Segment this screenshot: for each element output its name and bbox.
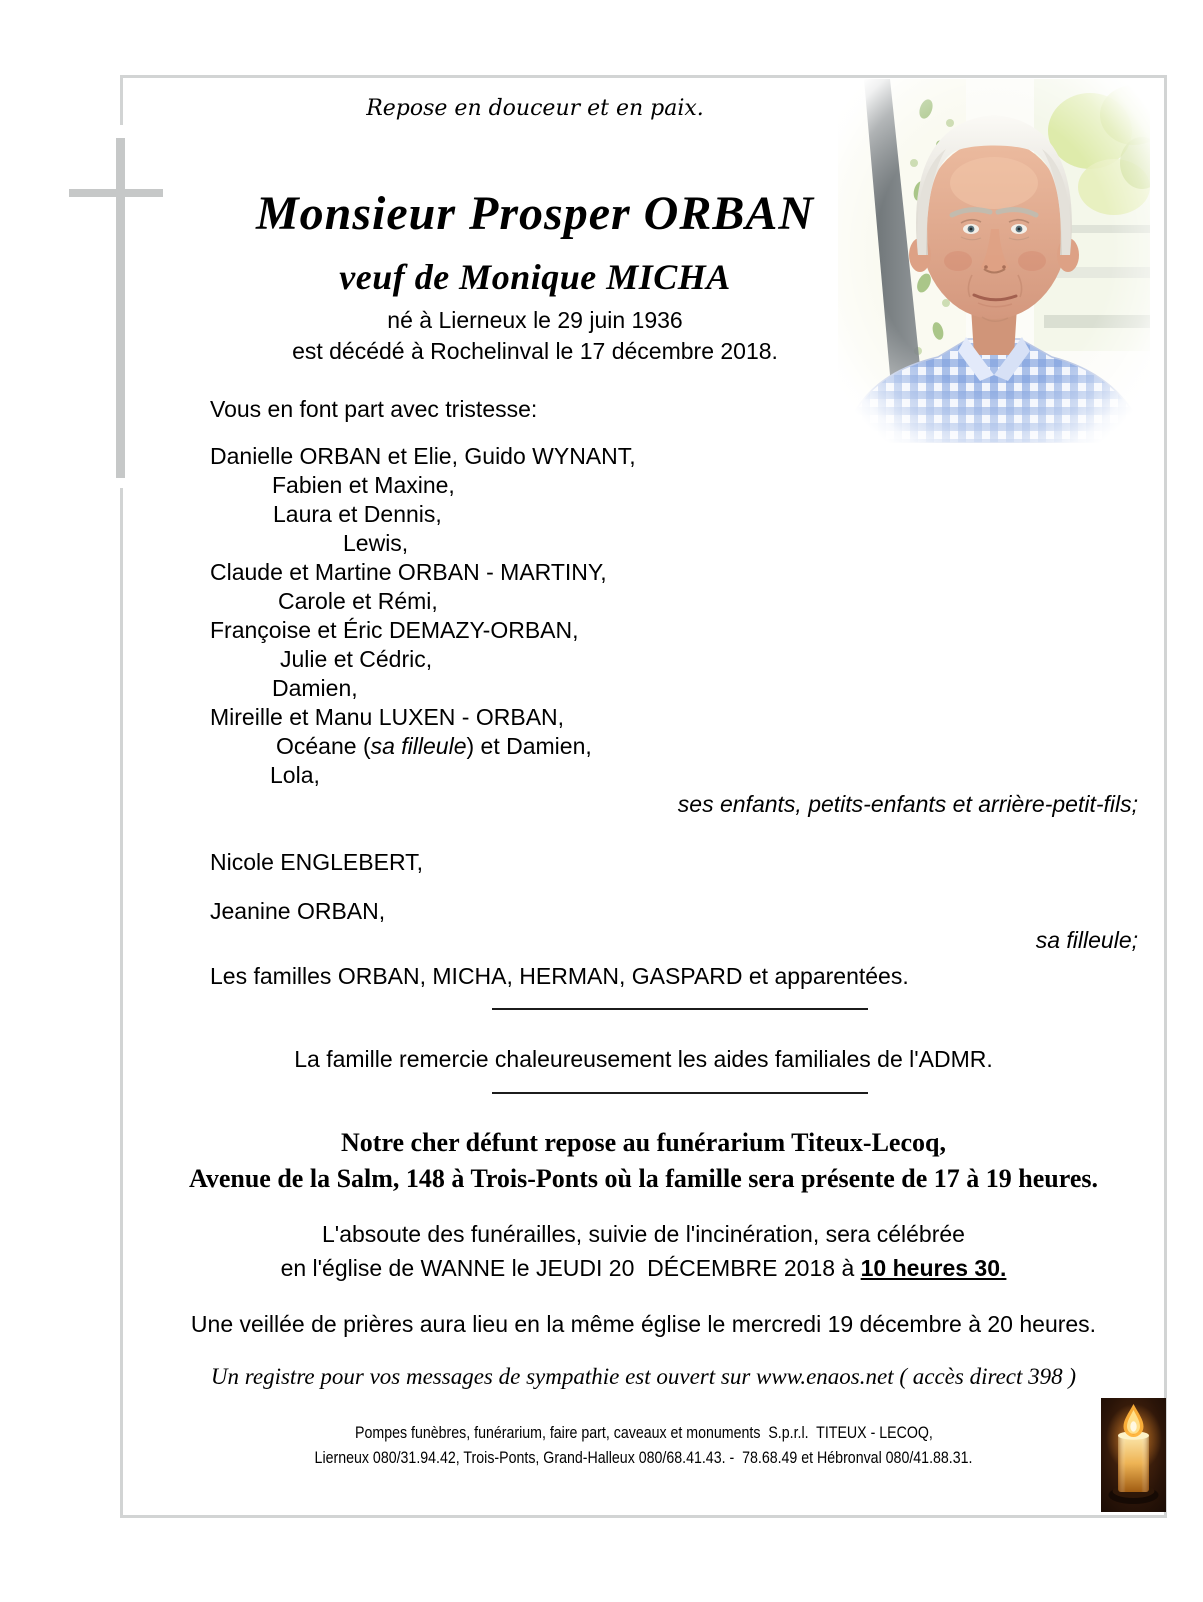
divider-line-2	[492, 1092, 868, 1094]
family-member-line	[210, 471, 930, 500]
families-line: Les familles ORBAN, MICHA, HERMAN, GASPARD et apparentées.	[210, 963, 909, 989]
family-member-line	[210, 703, 930, 732]
service-line-2	[120, 1255, 1167, 1282]
deceased-name: Monsieur Prosper ORBAN	[255, 187, 815, 240]
frame-border-top	[120, 75, 1167, 78]
birth-line: né à Lierneux le 29 juin 1936	[387, 307, 683, 333]
motto-text: Repose en douceur et en paix.	[366, 96, 704, 121]
family-member-text: Damien,	[272, 675, 358, 701]
register-line: Un registre pour vos messages de sympathie est ouvert sur www.enaos.net ( accès direct 398 )	[210, 1364, 1077, 1389]
family-member-text: Claude et Martine ORBAN - MARTINY,	[210, 559, 607, 585]
family-member-text: Lola,	[270, 762, 320, 788]
vigil-line: Une veillée de prières aura lieu en la même église le mercredi 19 décembre à 20 heures.	[190, 1311, 1097, 1337]
thanks-line: La famille remercie chaleureusement les aides familiales de l'ADMR.	[294, 1046, 993, 1072]
service-time: 10 heures 30.	[860, 1255, 1007, 1281]
death-line: est décédé à Rochelinval le 17 décembre 2018.	[292, 338, 778, 364]
family-member-line	[210, 674, 930, 703]
family-member-text: Mireille et Manu LUXEN - ORBAN,	[210, 704, 565, 730]
service-line-1: L'absoute des funérailles, suivie de l'incinération, sera célébrée	[322, 1221, 965, 1247]
family-member-text: sa filleule	[370, 733, 467, 759]
family-member-line	[210, 558, 930, 587]
divider-line-1	[492, 1008, 868, 1010]
footer-line-2-text: Lierneux 080/31.94.42, Trois-Ponts, Grand-Halleux 080/68.41.43. - 78.68.49 et Hébronval 080/41.88.31.	[314, 1449, 973, 1467]
family-member-line	[210, 761, 930, 790]
candle-illustration	[1101, 1398, 1166, 1512]
family-member-text: Carole et Rémi,	[278, 588, 438, 614]
family-member-text: Lewis,	[343, 530, 409, 556]
frame-border-right	[1164, 75, 1167, 1518]
name-nicole: Nicole ENGLEBERT,	[210, 849, 424, 875]
repose-line-1: Notre cher défunt repose au funérarium Titeux-Lecoq,	[341, 1128, 946, 1157]
candle-image	[1101, 1398, 1166, 1512]
portrait-illustration	[838, 79, 1150, 443]
footer-line-1-text: Pompes funèbres, funérarium, faire part, caveaux et monuments S.p.r.l. TITEUX - LECOQ,	[354, 1424, 933, 1442]
children-caption: ses enfants, petits-enfants et arrière-petit-fils;	[677, 791, 1138, 817]
family-member-line	[210, 732, 930, 761]
family-member-line	[210, 529, 930, 558]
frame-border-bottom	[120, 1515, 1167, 1518]
family-member-text: Fabien et Maxine,	[272, 472, 455, 498]
goddaughter-caption: sa filleule;	[1035, 927, 1138, 953]
name-jeanine: Jeanine ORBAN,	[210, 898, 386, 924]
family-member-text: Françoise et Éric DEMAZY-ORBAN,	[210, 617, 579, 643]
family-member-line	[210, 645, 930, 674]
service-line-2-text: en l'église de WANNE le JEUDI 20 DÉCEMBRE 2018 à	[280, 1255, 861, 1281]
family-member-text: ) et Damien,	[466, 733, 592, 759]
intro-line: Vous en font part avec tristesse:	[210, 396, 538, 422]
footer-line-2	[120, 1446, 1167, 1470]
portrait-photo	[838, 79, 1150, 443]
family-member-text: Julie et Cédric,	[280, 646, 433, 672]
family-member-text: Danielle ORBAN et Elie, Guido WYNANT,	[210, 443, 636, 469]
family-list	[210, 442, 930, 790]
family-member-line	[210, 616, 930, 645]
relation-line: veuf de Monique MICHA	[339, 257, 731, 297]
family-member-text: Océane (	[276, 733, 371, 759]
family-member-line	[210, 587, 930, 616]
repose-line-2: Avenue de la Salm, 148 à Trois-Ponts où la famille sera présente de 17 à 19 heures.	[189, 1164, 1098, 1193]
family-member-line	[210, 500, 930, 529]
footer-line-1	[120, 1421, 1167, 1445]
family-member-text: Laura et Dennis,	[273, 501, 442, 527]
family-member-line	[210, 442, 930, 471]
